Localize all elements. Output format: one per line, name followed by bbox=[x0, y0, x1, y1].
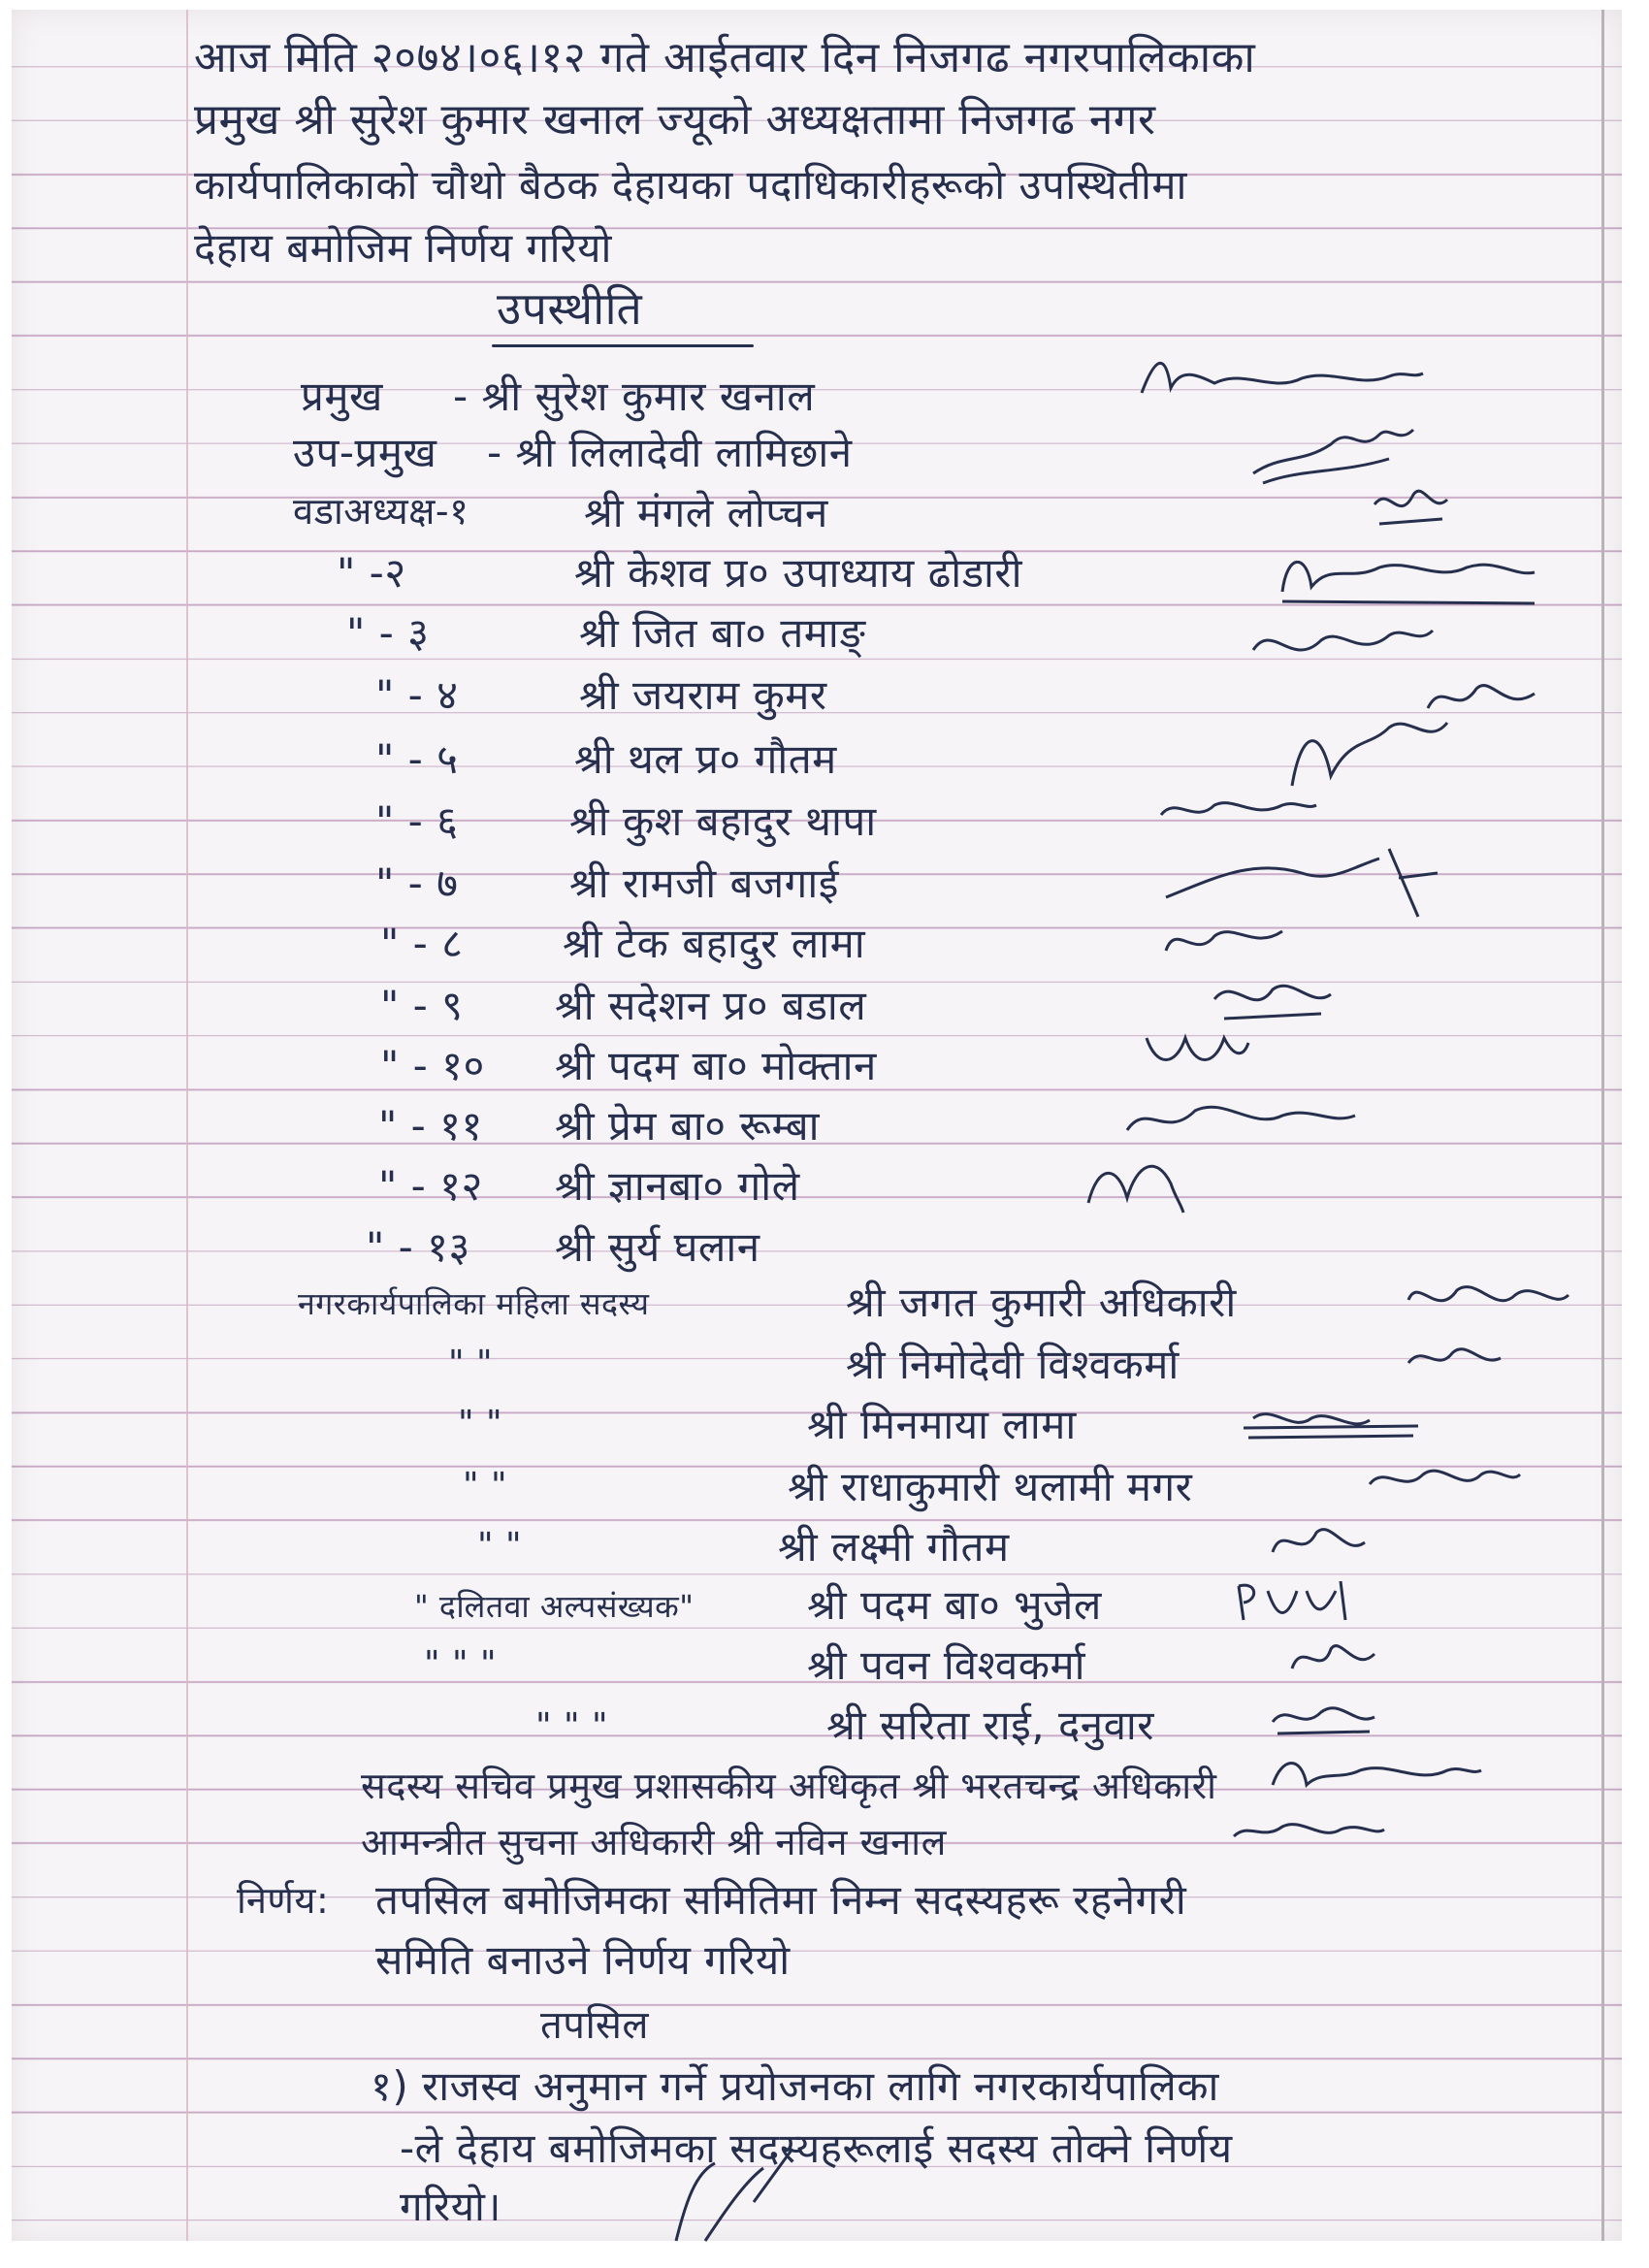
signature-ward5 bbox=[1273, 708, 1467, 795]
attendee-role: " - ५ bbox=[375, 735, 459, 783]
member-name: श्री सरिता राई, दनुवार bbox=[826, 1701, 1154, 1749]
attendee-role: उप-प्रमुख bbox=[293, 429, 437, 476]
attendee-role: " - ६ bbox=[375, 797, 459, 845]
member-role: " " " bbox=[535, 1706, 609, 1746]
signature-ward6 bbox=[1156, 786, 1321, 834]
signature-woman8 bbox=[1263, 1693, 1379, 1741]
attendee-role: वडाअध्यक्ष-१ bbox=[293, 490, 469, 533]
member-name: श्री पवन विश्वकर्मा bbox=[807, 1641, 1086, 1689]
attendee-name: श्री मंगले लोप्चन bbox=[584, 489, 828, 536]
attendee-role: " - १२ bbox=[378, 1162, 483, 1210]
signature-ward11 bbox=[1117, 1091, 1360, 1150]
signature-ward8 bbox=[1156, 912, 1292, 970]
member-name: श्री लक्ष्मी गौतम bbox=[778, 1523, 1010, 1571]
signature-mayor bbox=[1137, 349, 1428, 417]
item1-line-1: १) राजस्व अनुमान गर्ने प्रयोजनका लागि नगरकार्यपालिका bbox=[371, 2062, 1219, 2110]
attendee-role: " - ८ bbox=[380, 920, 464, 967]
signature-woman7 bbox=[1282, 1630, 1379, 1688]
member-secretary: सदस्य सचिव प्रमुख प्रशासकीय अधिकृत श्री भरतचन्द्र अधिकारी bbox=[361, 1765, 1217, 1807]
signature-woman1 bbox=[1399, 1271, 1573, 1329]
signature-woman5 bbox=[1263, 1513, 1370, 1571]
attendee-role: " - १० bbox=[380, 1042, 485, 1089]
decision-label: निर्णय: bbox=[237, 1879, 330, 1922]
attendee-name: श्री जयराम कुमर bbox=[579, 671, 827, 719]
attendee-name: श्री जित बा० तमाङ् bbox=[579, 609, 866, 657]
signature-woman4 bbox=[1360, 1455, 1525, 1504]
member-role: " " bbox=[463, 1466, 508, 1506]
attendee-name: श्री केशव प्र० उपाध्याय ढोडारी bbox=[574, 549, 1022, 597]
attendee-name: श्री प्रेम बा० रूम्बा bbox=[555, 1102, 821, 1150]
attendee-role: " - ७ bbox=[375, 859, 459, 907]
item1-line-2: -ले देहाय बमोजिमका सदस्यहरूलाई सदस्य तोक्ने निर्णय bbox=[400, 2124, 1233, 2172]
intro-line-2: प्रमुख श्री सुरेश कुमार खनाल ज्यूको अध्यक्षतामा निजगढ नगर bbox=[194, 95, 1156, 145]
attendee-role: " - ३ bbox=[346, 609, 430, 657]
decision-line-1: तपसिल बमोजिमका समितिमा निम्न सदस्यहरू रहनेगरी bbox=[375, 1876, 1187, 1924]
invited-officer: आमन्त्रीत सुचना अधिकारी श्री नविन खनाल bbox=[361, 1821, 947, 1863]
attendee-name: श्री पदम बा० मोक्तान bbox=[555, 1042, 877, 1089]
tapsil-heading: तपसिल bbox=[540, 2003, 650, 2048]
signature-ward2 bbox=[1273, 543, 1544, 611]
signature-woman3 bbox=[1234, 1399, 1428, 1447]
attendee-role: " - ४ bbox=[375, 671, 459, 719]
attendee-name: - श्री लिलादेवी लामिछाने bbox=[487, 429, 853, 476]
heading-underline bbox=[492, 344, 754, 347]
attendee-name: श्री कुश बहादुर थापा bbox=[569, 797, 877, 845]
attendee-role: " -२ bbox=[337, 549, 406, 597]
page-edge bbox=[1601, 10, 1604, 2241]
intro-line-3: कार्यपालिकाको चौथो बैठक देहायका पदाधिकारीहरूको उपस्थितीमा bbox=[194, 161, 1187, 209]
attendee-name: श्री थल प्र० गौतम bbox=[574, 735, 837, 783]
member-role: " " bbox=[477, 1526, 523, 1566]
attendee-role: प्रमुख bbox=[301, 373, 383, 420]
attendee-role: " - ९ bbox=[380, 982, 464, 1029]
attendee-name: श्री ज्ञानबा० गोले bbox=[555, 1162, 800, 1210]
attendance-heading: उपस्थीति bbox=[497, 282, 643, 335]
attendee-name: श्री सुर्य घलान bbox=[555, 1223, 760, 1271]
signature-invitee bbox=[1224, 1812, 1389, 1851]
signature-ward3 bbox=[1244, 611, 1438, 679]
member-name: श्री पदम बा० भुजेल bbox=[807, 1581, 1102, 1629]
member-role: " " " bbox=[424, 1644, 498, 1684]
attendee-role: " - १३ bbox=[366, 1223, 470, 1271]
signature-bottom bbox=[657, 2144, 812, 2251]
member-name: श्री राधाकुमारी थलामी मगर bbox=[788, 1463, 1193, 1510]
attendee-name: - श्री सुरेश कुमार खनाल bbox=[453, 373, 816, 420]
margin-line bbox=[186, 10, 188, 2241]
member-role: " " bbox=[448, 1344, 494, 1383]
member-name: श्री मिनमाया लामा bbox=[807, 1401, 1077, 1448]
signature-ward1 bbox=[1370, 475, 1457, 534]
notebook-page bbox=[12, 10, 1622, 2241]
member-name: श्री जगत कुमारी अधिकारी bbox=[846, 1279, 1237, 1326]
item1-line-3: गरियो। bbox=[400, 2183, 501, 2230]
attendee-name: श्री रामजी बजगाई bbox=[569, 859, 839, 907]
member-role: " " bbox=[458, 1404, 503, 1443]
attendee-name: श्री सदेशन प्र० बडाल bbox=[555, 982, 867, 1029]
member-name: श्री निमोदेवी विश्वकर्मा bbox=[846, 1341, 1180, 1388]
decision-line-2: समिति बनाउने निर्णय गरियो bbox=[375, 1936, 791, 1984]
attendee-role: " - ११ bbox=[378, 1102, 483, 1150]
signature-ward10 bbox=[1137, 1019, 1253, 1077]
signature-woman6 bbox=[1229, 1571, 1355, 1630]
intro-line-4: देहाय बमोजिम निर्णय गरियो bbox=[194, 224, 612, 272]
member-role: नगरकार्यपालिका महिला सदस्य bbox=[298, 1285, 650, 1322]
intro-line-1: आज मिति २०७४।०६।१२ गते आईतवार दिन निजगढ नगरपालिकाका bbox=[194, 33, 1256, 82]
member-role: " दलितवा अल्पसंख्यक" bbox=[414, 1588, 695, 1625]
signature-secretary bbox=[1263, 1746, 1486, 1804]
attendee-name: श्री टेक बहादुर लामा bbox=[563, 920, 866, 967]
signature-ward12 bbox=[1079, 1145, 1185, 1222]
signature-woman2 bbox=[1399, 1334, 1505, 1382]
